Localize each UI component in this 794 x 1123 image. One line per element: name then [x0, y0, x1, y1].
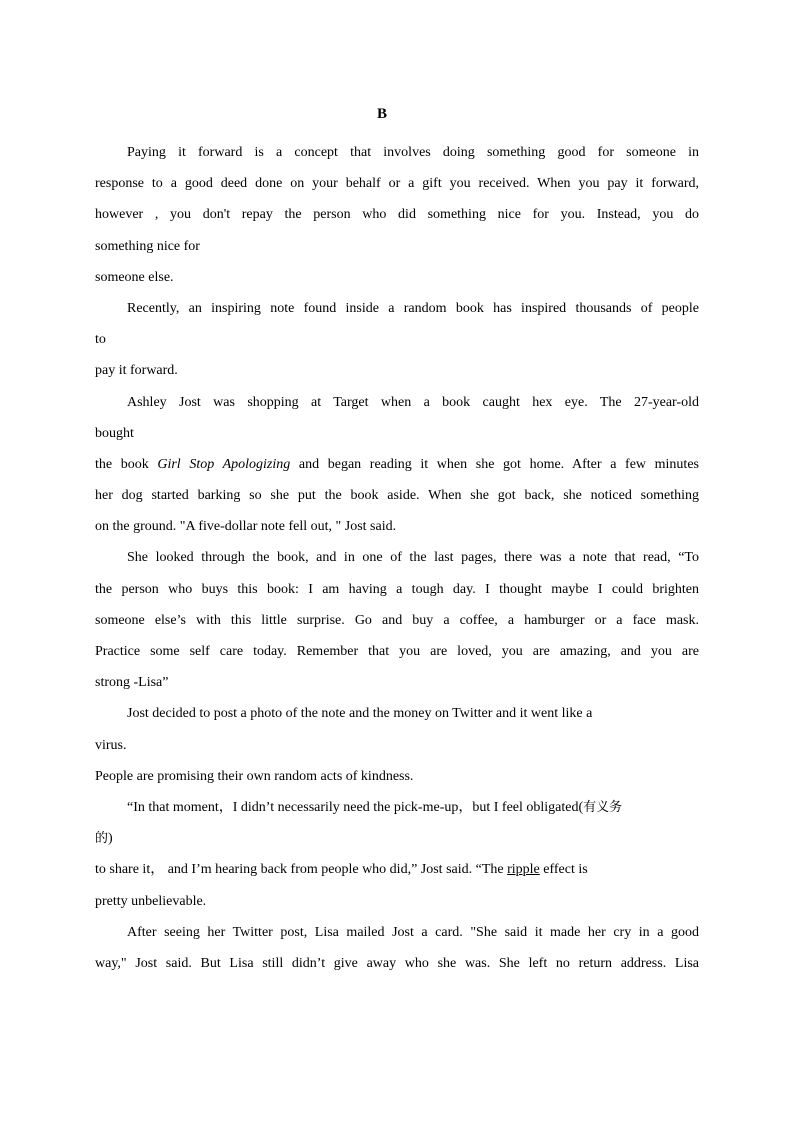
p5-line-1: Jost decided to post a photo of the note and the money on Twitter and it went like a [127, 706, 593, 722]
chinese-gloss-part-1: 有义务 [583, 799, 623, 815]
p1-line-2: response to a good deed done on your behalf or a gift you received. When you pay it forward, [95, 176, 699, 192]
chinese-gloss-part-2: 的 [95, 831, 109, 847]
passage-body [95, 137, 699, 979]
p6-line-1-text: “In that moment，I didn’t necessarily need the pick-me-up，but I feel obligated( [127, 799, 584, 815]
p3-line-1: Ashley Jost was shopping at Target when a book caught hex eye. The 27-year-old [127, 394, 699, 410]
underlined-word-ripple: ripple [507, 862, 540, 878]
p6-line-3 [95, 854, 699, 885]
p3-line-3-start: the book [95, 456, 158, 472]
p3-line-2: bought [95, 425, 134, 441]
p3-line-3 [95, 449, 699, 480]
p7-line-2: way," Jost said. But Lisa still didn’t give away who she was. She left no return address. Lisa [95, 955, 699, 971]
p2-line-1: Recently, an inspiring note found inside a random book has inspired thousands of people [127, 300, 699, 316]
book-title: Girl Stop Apologizing [157, 456, 291, 472]
p4-line-1: She looked through the book, and in one of the last pages, there was a note that read, “To [127, 550, 699, 566]
p3-line-3-end: and began reading it when she got home. After a few minutes [290, 456, 699, 472]
p3-line-5: on the ground. "A five-dollar note fell out, " Jost said. [95, 519, 397, 535]
p4-line-5: strong -Lisa” [95, 675, 169, 691]
p5-line-2: virus. [95, 737, 127, 753]
p1-line-4: something nice for [95, 238, 200, 254]
p4-line-3: someone else’s with this little surprise. Go and buy a coffee, a hamburger or a face mask. [95, 612, 699, 628]
p6-line-2-paren: ) [108, 831, 113, 847]
p2-line-3: pay it forward. [95, 363, 178, 379]
p5-line-3: People are promising their own random acts of kindness. [95, 768, 414, 784]
p4-line-2: the person who buys this book: I am having a tough day. I thought maybe I could brighten [95, 581, 699, 597]
p6-line-1 [95, 792, 699, 823]
p1-line-1: Paying it forward is a concept that involves doing something good for someone in [127, 145, 699, 160]
p2-line-2: to [95, 332, 106, 348]
p1-line-5: someone else. [95, 269, 174, 285]
p3-line-4: her dog started barking so she put the book aside. When she got back, she noticed something [95, 488, 699, 504]
p7-line-1: After seeing her Twitter post, Lisa mailed Jost a card. "She said it made her cry in a good [127, 924, 699, 940]
p1-line-3: however , you don't repay the person who did something nice for you. Instead, you do [95, 207, 699, 223]
p6-line-3-end: effect is [539, 862, 588, 878]
section-title: B [376, 106, 387, 122]
p4-line-4: Practice some self care today. Remember that you are loved, you are amazing, and you are [95, 644, 699, 659]
p6-line-2 [95, 823, 699, 854]
p6-line-4: pretty unbelievable. [95, 893, 207, 909]
p6-line-3-start: to share it， and I’m hearing back from people who did,” Jost said. “The [95, 862, 508, 878]
